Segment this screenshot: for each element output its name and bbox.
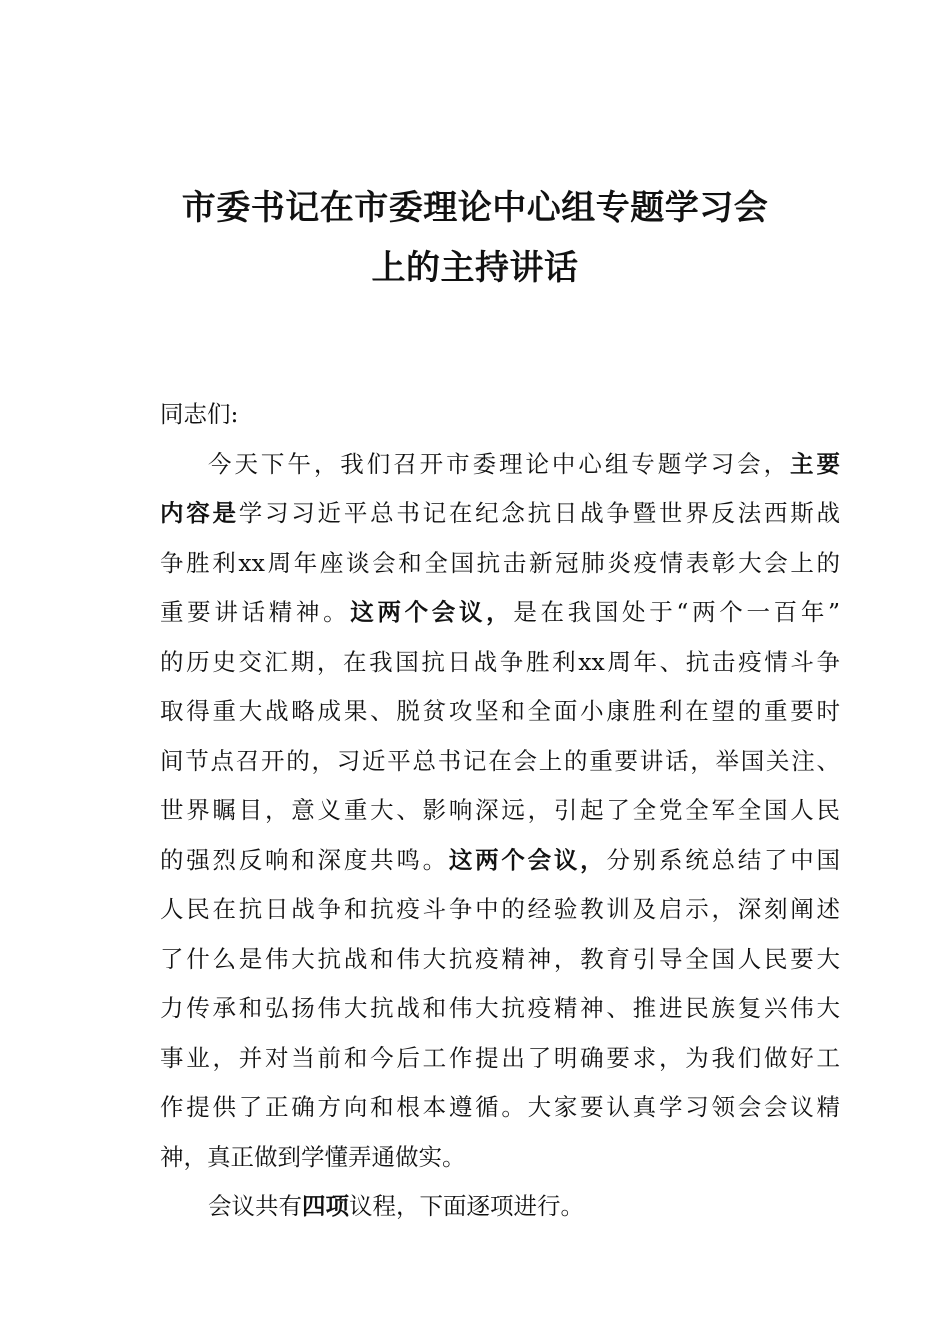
text-span: 议程，下面逐项进行。 [349, 1192, 584, 1220]
title-line-2: 上的主持讲话 [371, 248, 579, 288]
document-body [160, 390, 840, 1232]
paragraph-line: 人民在抗日战争和抗疫斗争中的经验教训及启示，深刻阐述 [160, 895, 840, 923]
text-span: 今天下午，我们召开市委理论中心组专题学习会， [208, 449, 791, 478]
paragraph-line [160, 836, 840, 886]
paragraph-agenda [160, 1182, 840, 1232]
text-span: 会议共有 [208, 1192, 302, 1220]
bold-text: 四项 [302, 1192, 349, 1220]
text-span: 分别系统总结了中国 [606, 845, 841, 874]
document-title [0, 186, 950, 290]
paragraph-line: 了什么是伟大抗战和伟大抗疫精神，教育引导全国人民要大 [160, 944, 840, 973]
text-span: 的强烈反响和深度共鸣。 [160, 845, 449, 874]
paragraph-line: 取得重大战略成果、脱贫攻坚和全面小康胜利在望的重要时 [160, 697, 840, 725]
bold-text: 这两个会议， [448, 845, 607, 874]
paragraph-line: 争胜利xx周年座谈会和全国抗击新冠肺炎疫情表彰大会上的 [160, 548, 840, 577]
paragraph-line: 力传承和弘扬伟大抗战和伟大抗疫精神、推进民族复兴伟大 [160, 994, 840, 1022]
paragraph-line: 事业，并对当前和今后工作提出了明确要求，为我们做好工 [160, 1043, 840, 1072]
paragraph-line [160, 1182, 840, 1232]
paragraph-line [160, 440, 840, 490]
paragraph-line [160, 489, 840, 539]
text-span: 学习习近平总书记在纪念抗日战争暨世界反法西斯战 [238, 499, 841, 527]
bold-text: 这两个会议， [350, 598, 514, 626]
paragraph-line: 作提供了正确方向和根本遵循。大家要认真学习领会会议精 [160, 1093, 840, 1121]
salutation: 同志们: [160, 400, 239, 428]
paragraph-line: 世界瞩目，意义重大、影响深远，引起了全党全军全国人民 [160, 796, 840, 824]
paragraph-line [160, 588, 840, 638]
bold-text: 内容是 [160, 499, 239, 527]
text-span: 是在我国处于“两个一百年” [513, 598, 841, 626]
paragraph-line: 的历史交汇期，在我国抗日战争胜利xx周年、抗击疫情斗争 [160, 647, 840, 676]
paragraph-line: 间节点召开的，习近平总书记在会上的重要讲话，举国关注、 [160, 746, 840, 775]
title-line-1: 市委书记在市委理论中心组专题学习会 [181, 188, 769, 228]
bold-text: 主要 [790, 449, 841, 478]
paragraph-intro [160, 440, 840, 1183]
paragraph-line: 神，真正做到学懂弄通做实。 [160, 1142, 466, 1171]
text-span: 重要讲话精神。 [160, 598, 351, 626]
